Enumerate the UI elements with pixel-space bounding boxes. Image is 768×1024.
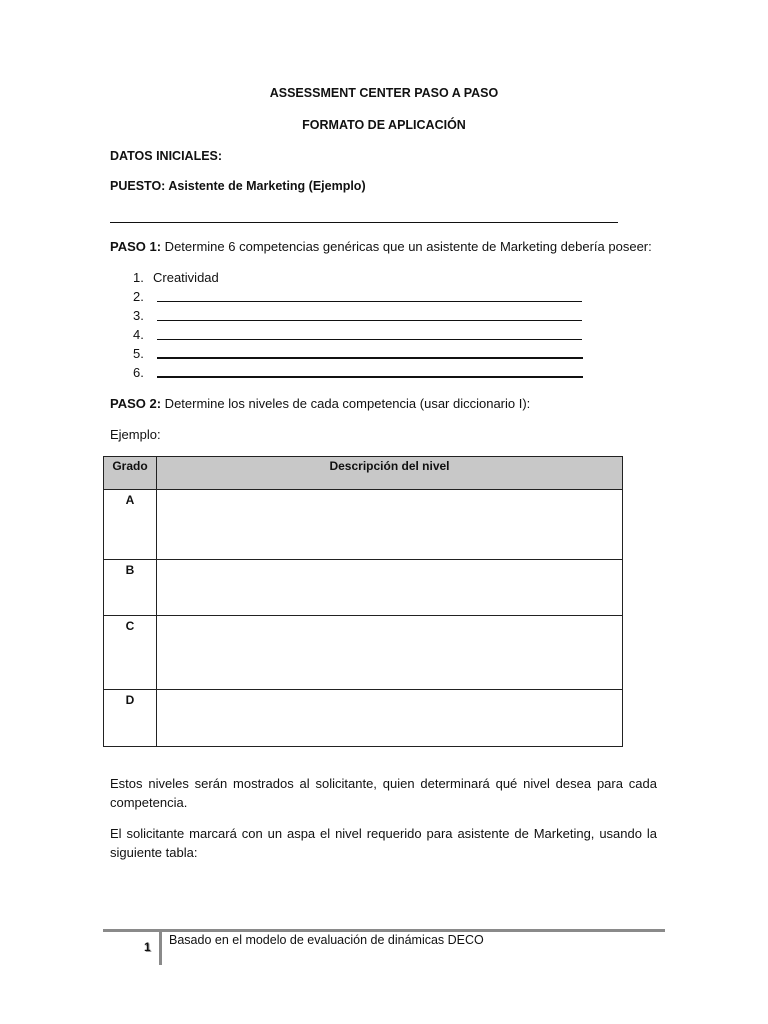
paso2-label: PASO 2: [110, 396, 162, 411]
description-cell[interactable] [157, 560, 623, 616]
paso1-text: Determine 6 competencias genéricas que un asistente de Marketing debería poseer: [161, 239, 652, 254]
puesto-label: PUESTO: Asistente de Marketing (Ejemplo) [110, 179, 366, 193]
list-number: 4. [133, 327, 144, 342]
document-title: ASSESSMENT CENTER PASO A PASO [269, 86, 499, 100]
list-item [133, 346, 153, 361]
paragraph-niveles: Estos niveles serán mostrados al solicitante, quien determinará qué nivel desea para cada competencia. [110, 776, 657, 810]
grade-cell: D [104, 690, 157, 747]
paso1-instruction [110, 239, 652, 254]
table-row [104, 690, 623, 747]
header-descripcion: Descripción del nivel [157, 457, 623, 490]
blank-line[interactable] [157, 320, 582, 321]
list-item [133, 365, 153, 380]
list-number: 1. [133, 270, 144, 285]
table-header-row [104, 457, 623, 490]
description-cell[interactable] [157, 490, 623, 560]
paragraph-solicitante: El solicitante marcará con un aspa el nivel requerido para asistente de Marketing, usando la siguiente tabla: [110, 826, 657, 860]
description-cell[interactable] [157, 690, 623, 747]
grade-cell: C [104, 616, 157, 690]
blank-line[interactable] [157, 376, 583, 378]
page-number: 1 [144, 940, 151, 954]
footer-text: Basado en el modelo de evaluación de dinámicas DECO [169, 933, 484, 947]
blank-line[interactable] [157, 339, 582, 340]
table-row [104, 490, 623, 560]
list-text: Creatividad [153, 270, 219, 285]
grade-table [103, 456, 623, 747]
list-item [133, 270, 219, 285]
datos-iniciales-label: DATOS INICIALES: [110, 149, 223, 163]
footer-divider [159, 929, 162, 965]
list-number: 2. [133, 289, 144, 304]
list-item [133, 308, 153, 323]
grade-cell: B [104, 560, 157, 616]
footer-rule [103, 929, 665, 932]
table-row [104, 616, 623, 690]
list-number: 3. [133, 308, 144, 323]
list-item [133, 327, 153, 342]
grade-cell: A [104, 490, 157, 560]
list-number: 6. [133, 365, 144, 380]
header-grado: Grado [104, 457, 157, 490]
paso1-label: PASO 1: [110, 239, 162, 254]
table-row [104, 560, 623, 616]
list-number: 5. [133, 346, 144, 361]
blank-line[interactable] [157, 357, 583, 359]
document-subtitle: FORMATO DE APLICACIÓN [302, 118, 466, 132]
description-cell[interactable] [157, 616, 623, 690]
paso2-instruction [110, 396, 530, 411]
paso2-text: Determine los niveles de cada competencia (usar diccionario I): [161, 396, 531, 411]
list-item [133, 289, 153, 304]
blank-line[interactable] [157, 301, 582, 302]
ejemplo-label: Ejemplo: [110, 427, 161, 442]
separator-line [110, 222, 618, 223]
